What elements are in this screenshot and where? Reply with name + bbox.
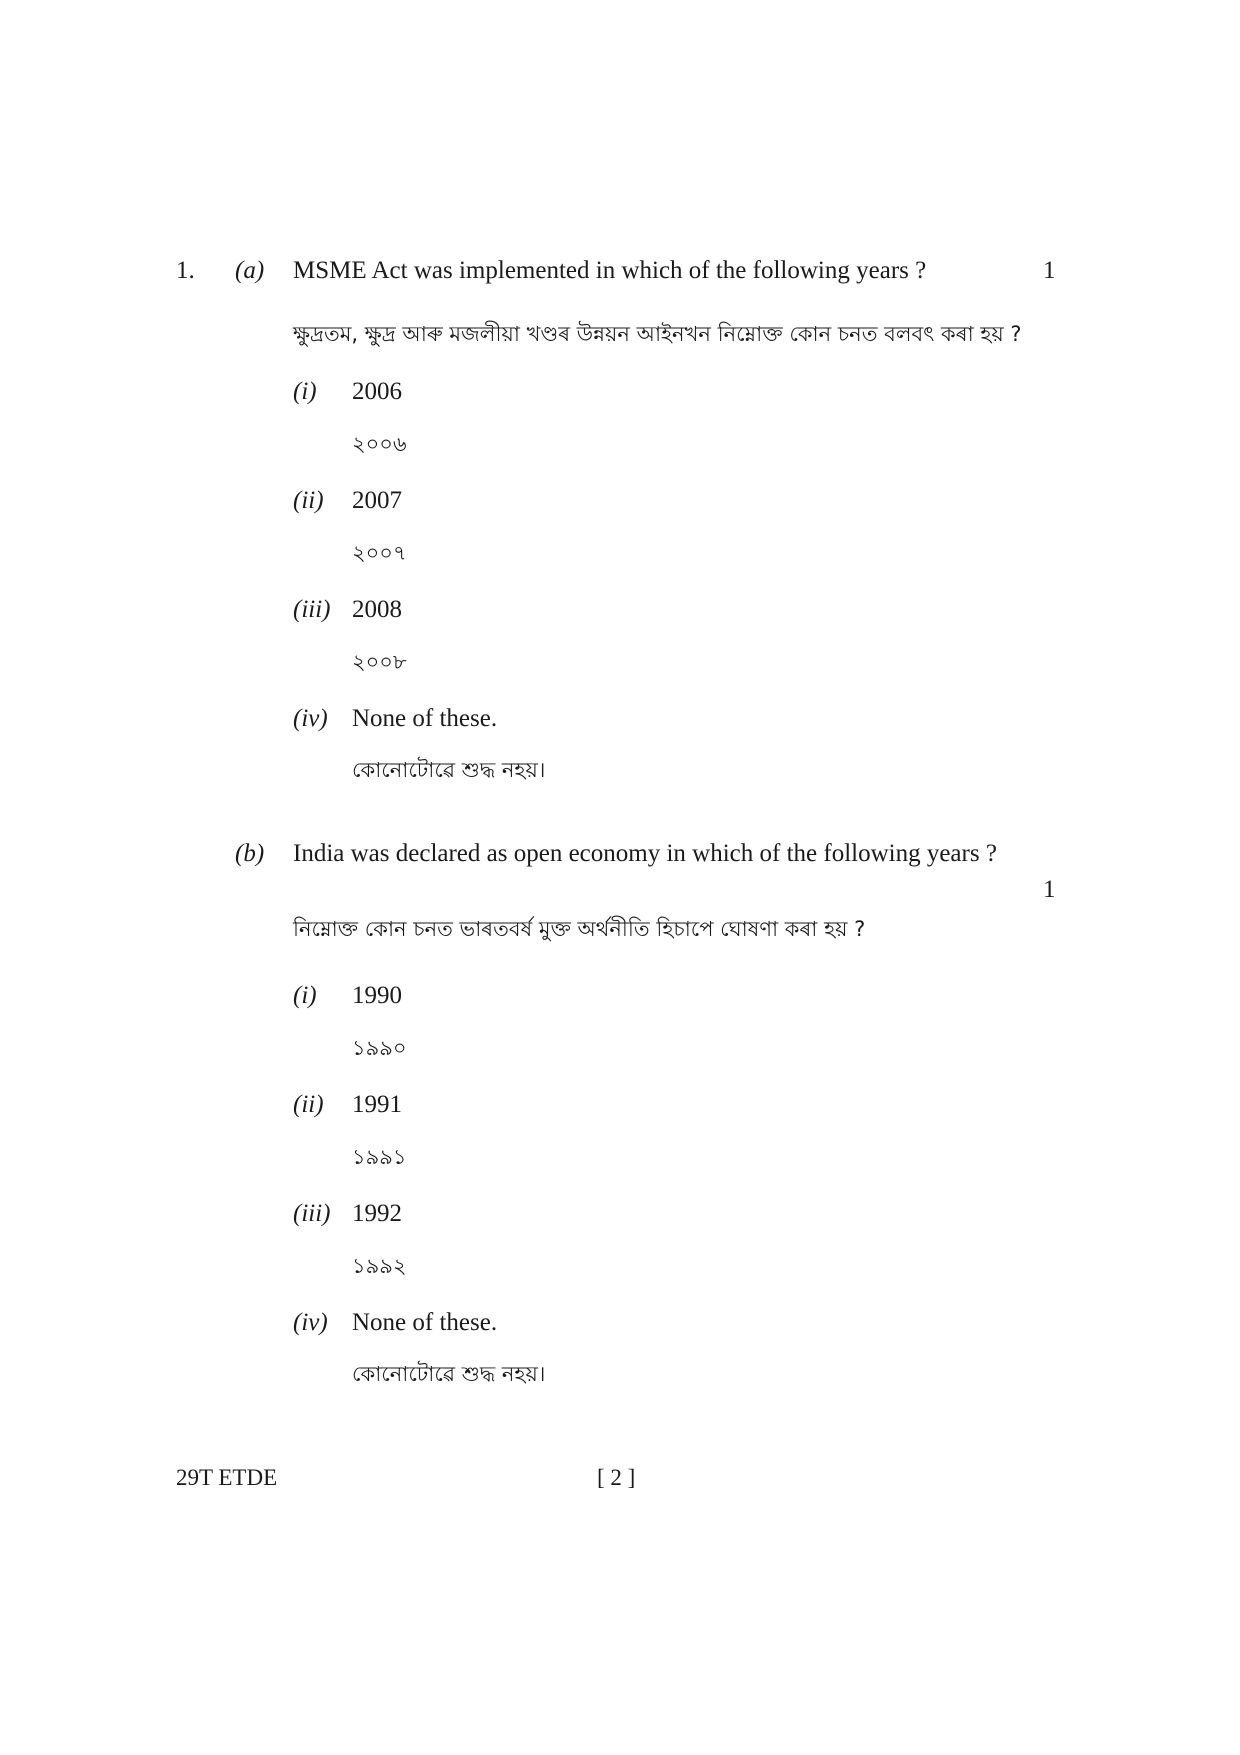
part-a-option-ii-as: ২০০৭ (352, 541, 407, 565)
part-a-option-iii-en: 2008 (352, 596, 402, 623)
part-b-label: (b) (235, 840, 265, 867)
part-a-option-i-label: (i) (293, 378, 317, 405)
part-b-option-iv-en: None of these. (352, 1309, 498, 1336)
part-b-option-iv-label: (iv) (293, 1309, 328, 1336)
part-a-option-ii-en: 2007 (352, 487, 402, 514)
part-a-option-iv-en: None of these. (352, 705, 498, 732)
part-a-question-as: ক্ষুদ্রতম, ক্ষুদ্র আৰু মজলীয়া খণ্ডৰ উন্নয়ন আইনখন নিম্নোক্ত কোন চনত বলবৎ কৰা হয় ? (293, 322, 1022, 346)
question-number: 1. (176, 257, 195, 284)
part-b-option-iv-as: কোনোটোৱে শুদ্ধ নহয়। (352, 1362, 546, 1386)
part-a-option-i-as: ২০০৬ (352, 432, 407, 456)
part-a-marks: 1 (1043, 257, 1056, 284)
part-b-question-as: নিম্নোক্ত কোন চনত ভাৰতবৰ্ষ মুক্ত অৰ্থনীতি হিচাপে ঘোষণা কৰা হয় ? (293, 917, 866, 941)
part-b-marks: 1 (1043, 876, 1056, 903)
part-a-option-ii-label: (ii) (293, 487, 324, 514)
part-a-label: (a) (235, 257, 265, 284)
footer-page-number: [ 2 ] (597, 1465, 636, 1490)
part-b-option-i-as: ১৯৯০ (352, 1036, 407, 1060)
part-a-question-en: MSME Act was implemented in which of the following years ? (293, 257, 927, 284)
part-b-option-ii-en: 1991 (352, 1091, 402, 1118)
part-b-option-i-label: (i) (293, 982, 317, 1009)
part-a-option-iv-as: কোনোটোৱে শুদ্ধ নহয়। (352, 758, 546, 782)
part-b-option-ii-label: (ii) (293, 1091, 324, 1118)
part-b-question-en: India was declared as open economy in which of the following years ? (293, 840, 997, 867)
part-b-option-ii-as: ১৯৯১ (352, 1145, 407, 1169)
part-b-option-iii-en: 1992 (352, 1200, 402, 1227)
part-b-option-iii-as: ১৯৯২ (352, 1254, 407, 1278)
part-a-option-iv-label: (iv) (293, 705, 328, 732)
part-a-option-iii-as: ২০০৮ (352, 650, 407, 674)
part-b-option-iii-label: (iii) (293, 1200, 331, 1227)
part-b-option-i-en: 1990 (352, 982, 402, 1009)
footer-paper-code: 29T ETDE (176, 1465, 278, 1490)
part-a-option-iii-label: (iii) (293, 596, 331, 623)
part-a-option-i-en: 2006 (352, 378, 402, 405)
